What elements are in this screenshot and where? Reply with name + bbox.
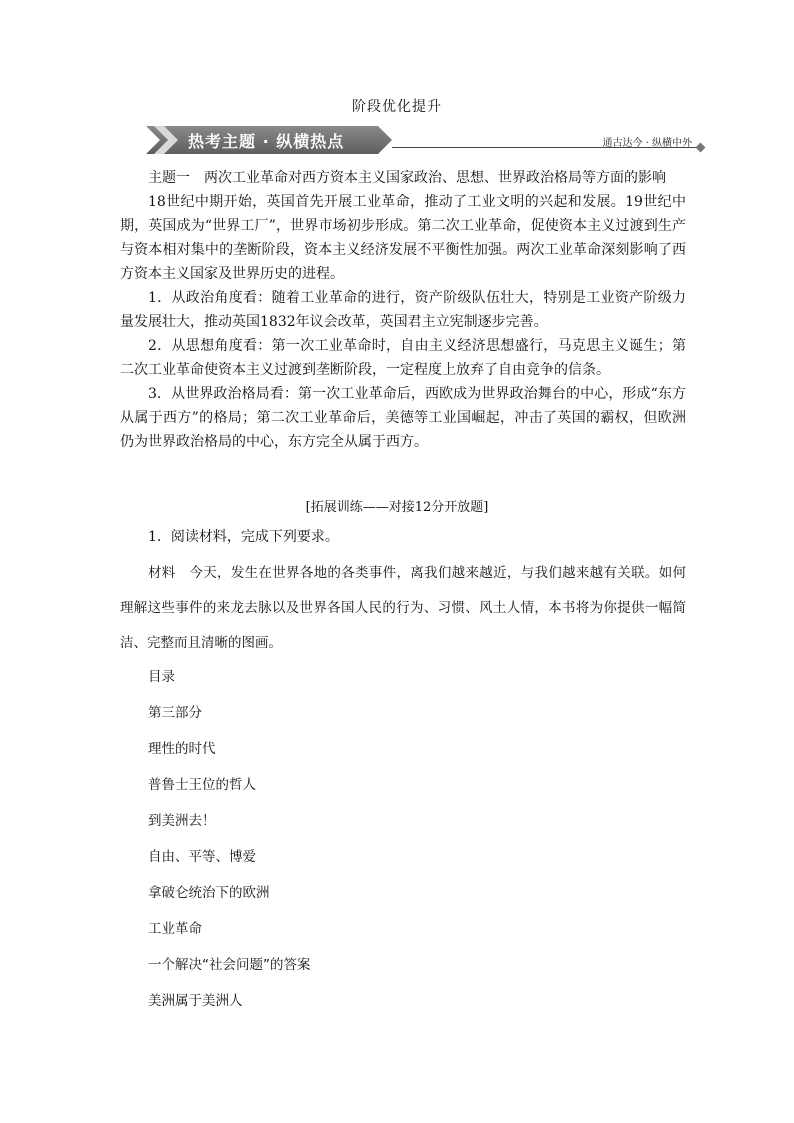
paragraph-intro: 18世纪中期开始，英国首先开展工业革命，推动了工业文明的兴起和发展。19世纪中期，英国成为“世界工厂”，世界市场初步形成。第二次工业革命，促使资本主义过渡到生产与资本相对集中的垄断阶段，资本主义经济发展不平衡性加强。两次工业革命深刻影响了西方资本主义国家及世界历史的进程。 xyxy=(120,194,686,282)
banner-subtitle: 通古达今 · 纵横中外 xyxy=(602,138,692,149)
paragraph-politics: 1．从政治角度看：随着工业革命的进行，资产阶级队伍壮大，特别是工业资产阶级力量发展壮大，推动英国1832年议会改革，英国君主立宪制逐步完善。 xyxy=(120,290,686,330)
paragraph-world-pattern: 3．从世界政治格局看：第一次工业革命后，西欧成为世界政治舞台的中心，形成“东方从属于西方”的格局；第二次工业革命后，美德等工业国崛起，冲击了英国的霸权，但欧洲仍为世界政治格局的中心，东方完全从属于西方。 xyxy=(120,386,686,450)
banner-title: 热考主题 · 纵横热点 xyxy=(188,132,345,151)
material-block xyxy=(120,556,686,661)
toc-item: 目录 xyxy=(148,669,175,685)
material-text: 材料 今天，发生在世界各地的各类事件，离我们越来越近，与我们越来越有关联。如何理解这些事件的来龙去脉以及世界各国人民的行为、习惯、风土人情，本书将为你提供一幅简洁、完整而且清晰的图画。 xyxy=(120,565,686,651)
toc-item: 理性的时代 xyxy=(148,741,216,757)
toc-item: 第三部分 xyxy=(148,705,202,721)
toc-item: 美洲属于美洲人 xyxy=(148,993,243,1009)
toc-item: 到美洲去！ xyxy=(148,813,216,829)
toc-item: 自由、平等、博爱 xyxy=(148,849,256,865)
paragraph-thought: 2．从思想角度看：第一次工业革命时，自由主义经济思想盛行，马克思主义诞生；第二次工业革命使资本主义过渡到垄断阶段，一定程度上放弃了自由竞争的信条。 xyxy=(120,338,686,378)
section-banner xyxy=(146,126,706,154)
question-1: 1．阅读材料，完成下列要求。 xyxy=(148,529,339,545)
table-of-contents xyxy=(148,664,311,1024)
toc-item: 一个解决“社会问题”的答案 xyxy=(148,957,311,973)
toc-item: 工业革命 xyxy=(148,921,202,937)
theme-heading: 主题一 两次工业革命对西方资本主义国家政治、思想、世界政治格局等方面的影响 xyxy=(148,170,666,186)
diamond-icon xyxy=(696,143,706,153)
page-title: 阶段优化提升 xyxy=(352,99,442,115)
theme-section xyxy=(120,166,686,454)
toc-item: 拿破仑统治下的欧洲 xyxy=(148,885,270,901)
extension-title: [拓展训练——对接12分开放题] xyxy=(305,500,489,515)
toc-item: 普鲁士王位的哲人 xyxy=(148,777,256,793)
